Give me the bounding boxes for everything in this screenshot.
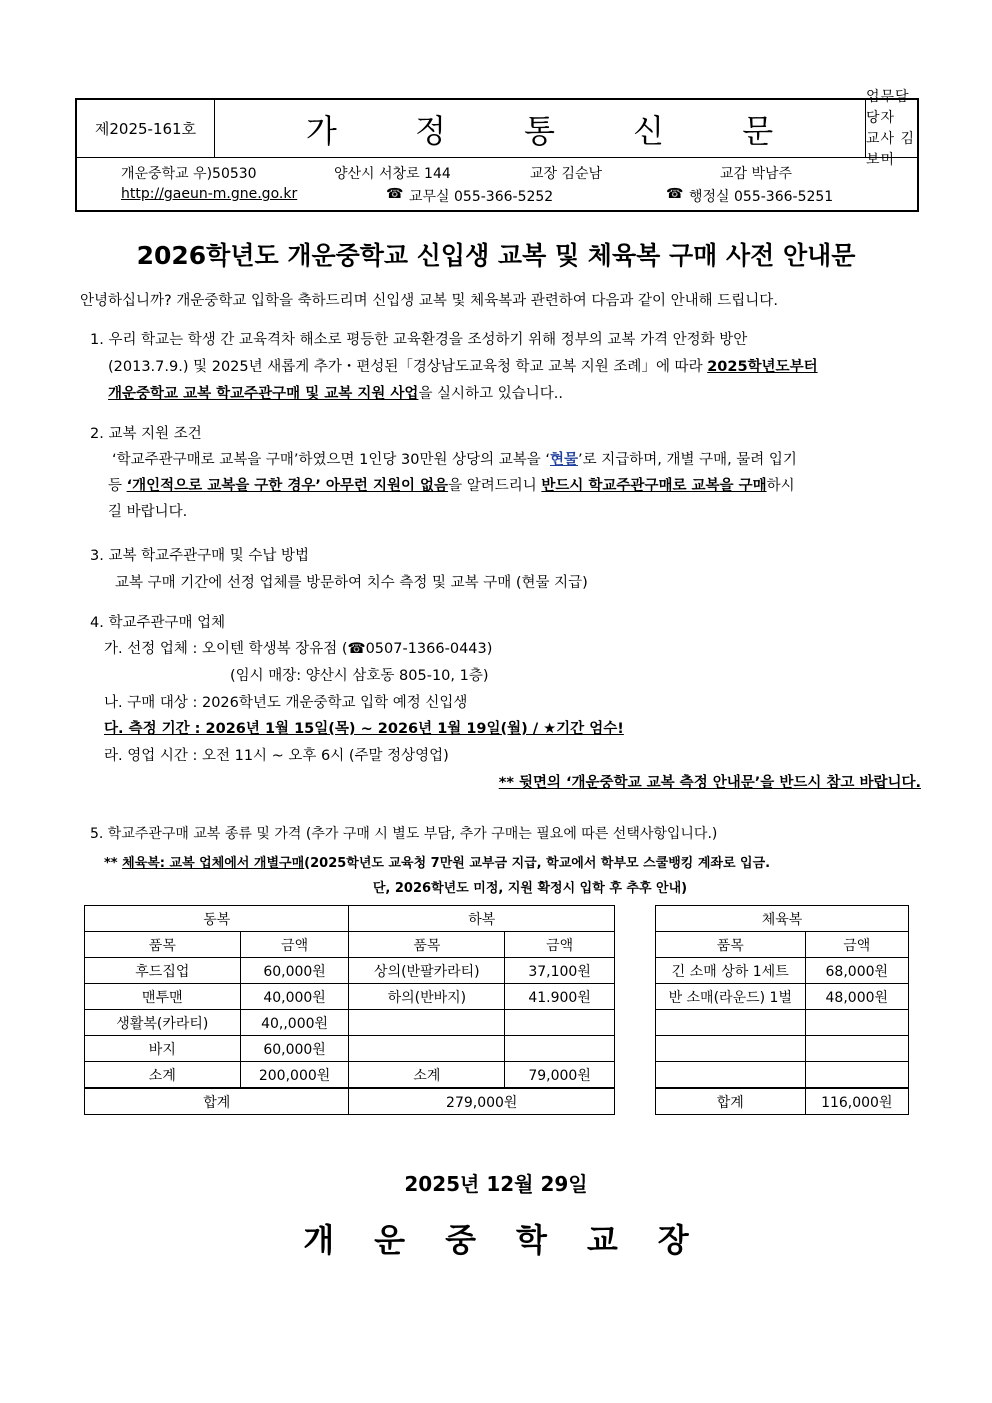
issue-date: 2025년 12월 29일 — [404, 1172, 588, 1196]
cell — [656, 1036, 806, 1062]
pe-header: 체육복 — [656, 906, 909, 932]
total-label: 합계 — [656, 1088, 806, 1115]
s5-note2: 단, 2026학년도 미정, 지원 확정시 입학 후 추후 안내) — [372, 881, 688, 896]
telephone-icon: ☎ — [386, 186, 404, 202]
col-item: 품목 — [85, 932, 241, 958]
col-price: 금액 — [240, 932, 349, 958]
cell — [805, 1062, 908, 1089]
school-info — [77, 158, 917, 212]
cell — [505, 1036, 615, 1062]
col-price: 금액 — [805, 932, 908, 958]
principal: 교장 김순남 — [530, 166, 603, 182]
cell: 생활복(카라티) — [85, 1010, 241, 1036]
header-box — [75, 88, 919, 212]
street-address: 양산시 서창로 144 — [334, 166, 451, 182]
cell: 200,000원 — [240, 1062, 349, 1089]
s4-vendor-store: (임시 매장: 양산시 삼호동 805-10, 1층) — [230, 668, 489, 684]
total-label: 합계 — [85, 1088, 349, 1115]
header-top-row — [77, 88, 917, 168]
office-phone-2: 행정실 055-366-5251 — [689, 189, 834, 205]
table-row — [656, 984, 909, 1010]
table-row — [656, 958, 909, 984]
cell: 40,,000원 — [240, 1010, 349, 1036]
s2-heading: 2. 교복 지원 조건 — [90, 426, 202, 442]
office-phone-1: 교무실 055-366-5252 — [409, 189, 554, 205]
cell — [656, 1010, 806, 1036]
cell: 후드집업 — [85, 958, 241, 984]
cell: 68,000원 — [805, 958, 908, 984]
cell: 79,000원 — [505, 1062, 615, 1089]
table-row — [656, 1010, 909, 1036]
cell — [805, 1036, 908, 1062]
cell: 상의(반팔카라티) — [349, 958, 505, 984]
cell — [656, 1062, 806, 1089]
school-address: 개운중학교 우)50530 — [121, 166, 257, 182]
doc-title: 가 정 통 신 문 — [214, 100, 866, 157]
s4-vendor: 가. 선정 업체 : 오이텐 학생복 장유점 (☎0507-1366-0443) — [104, 641, 493, 657]
cell — [805, 1010, 908, 1036]
summer-header: 하복 — [349, 906, 615, 932]
s1-line1: 1. 우리 학교는 학생 간 교육격차 해소로 평등한 교육환경을 조성하기 위해 정부의 교복 가격 안정화 방안 — [90, 332, 748, 348]
table-row — [656, 1062, 909, 1089]
s1-line3: 개운중학교 교복 학교주관구매 및 교복 지원 사업을 실시하고 있습니다.. — [108, 386, 563, 402]
s4-target: 나. 구매 대상 : 2026학년도 개운중학교 입학 예정 신입생 — [104, 695, 468, 711]
signature: 개운중학교장 — [303, 1221, 729, 1259]
intro-text: 안녕하십니까? 개운중학교 입학을 축하드리며 신입생 교복 및 체육복과 관련하여 다음과 같이 안내해 드립니다. — [80, 293, 778, 309]
s5-heading: 5. 학교주관구매 교복 종류 및 가격 (추가 구매 시 별도 부담, 추가 구매는 필요에 따른 선택사항입니다.) — [90, 826, 718, 842]
cell: 반 소매(라운드) 1벌 — [656, 984, 806, 1010]
total-value: 279,000원 — [349, 1088, 615, 1115]
staff-role: 업무담당자 — [866, 88, 910, 126]
s3-heading: 3. 교복 학교주관구매 및 수납 방법 — [90, 548, 309, 564]
total-row — [656, 1088, 909, 1115]
school-url-link[interactable]: http://gaeun-m.gne.go.kr — [121, 186, 298, 202]
s2-line1: ‘학교주관구매로 교복을 구매’하였으면 1인당 30만원 상당의 교복을 ‘현물’로 지급하며, 개별 구매, 물려 입기 — [112, 452, 797, 468]
s2-line2: 등 ‘개인적으로 교복을 구한 경우’ 아무런 지원이 없음을 알려드리니 반드시 학교주관구매로 교복을 구매하시 — [108, 478, 795, 494]
table-row — [85, 1010, 615, 1036]
total-row — [85, 1088, 615, 1115]
s2-line3: 길 바랍니다. — [108, 504, 188, 520]
cell: 40,000원 — [240, 984, 349, 1010]
cell: 소계 — [85, 1062, 241, 1089]
staff-cell — [866, 88, 917, 168]
cell: 맨투맨 — [85, 984, 241, 1010]
cell: 소계 — [349, 1062, 505, 1089]
table-row — [85, 984, 615, 1010]
s3-body: 교복 구매 기간에 선정 업체를 방문하여 치수 측정 및 교복 구매 (현물 지급) — [115, 575, 588, 591]
col-item: 품목 — [656, 932, 806, 958]
table-row — [85, 1062, 615, 1089]
s4-hours: 라. 영업 시간 : 오전 11시 ~ 오후 6시 (주말 정상영업) — [104, 748, 449, 764]
telephone-icon: ☎ — [666, 186, 684, 202]
s4-period: 다. 측정 기간 : 2026년 1월 15일(목) ~ 2026년 1월 19일(월) / ★기간 엄수! — [104, 721, 624, 737]
col-item: 품목 — [349, 932, 505, 958]
cell: 60,000원 — [240, 1036, 349, 1062]
pe-price-table — [655, 905, 909, 1115]
cell: 하의(반바지) — [349, 984, 505, 1010]
total-value: 116,000원 — [805, 1088, 908, 1115]
s1-line2: (2013.7.9.) 및 2025년 새롭게 추가・편성된「경상남도교육청 학교 교복 지원 조례」에 따라 2025학년도부터 — [108, 359, 818, 375]
s4-note: ** 뒷면의 ‘개운중학교 교복 측정 안내문’을 반드시 참고 바랍니다. — [498, 775, 921, 791]
doc-number: 제2025-161호 — [77, 100, 215, 157]
table-row — [656, 1036, 909, 1062]
cell: 긴 소매 상하 1세트 — [656, 958, 806, 984]
vice-principal: 교감 박남주 — [720, 166, 793, 182]
table-row — [85, 1036, 615, 1062]
col-price: 금액 — [505, 932, 615, 958]
cell: 41.900원 — [505, 984, 615, 1010]
cell: 37,100원 — [505, 958, 615, 984]
s4-heading: 4. 학교주관구매 업체 — [90, 615, 226, 631]
cell — [349, 1010, 505, 1036]
staff-name: 교사 김보미 — [866, 130, 916, 168]
table-row — [85, 958, 615, 984]
cell — [349, 1036, 505, 1062]
page-title: 2026학년도 개운중학교 신입생 교복 및 체육복 구매 사전 안내문 — [136, 241, 856, 270]
cell — [505, 1010, 615, 1036]
s5-note1: ** 체육복: 교복 업체에서 개별구매(2025학년도 교육청 7만원 교부금 지급, 학교에서 학부모 스쿨뱅킹 계좌로 입금. — [104, 856, 771, 871]
cell: 60,000원 — [240, 958, 349, 984]
uniform-price-table — [84, 905, 615, 1115]
winter-header: 동복 — [85, 906, 349, 932]
cell: 48,000원 — [805, 984, 908, 1010]
cell: 바지 — [85, 1036, 241, 1062]
